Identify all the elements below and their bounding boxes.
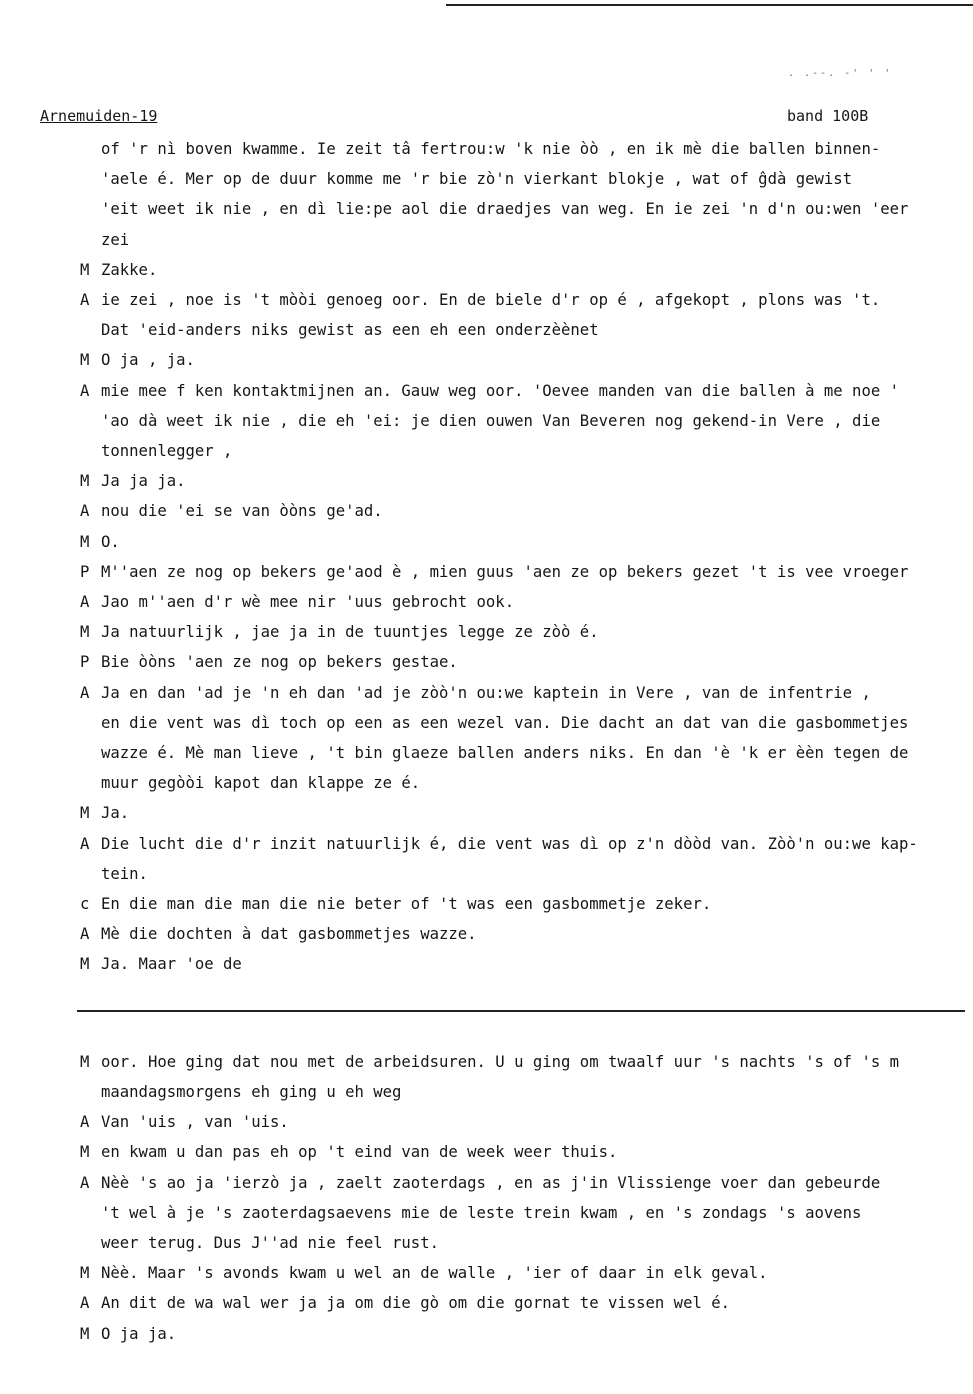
transcript-turn [80,617,973,647]
speaker-label: A [80,925,90,944]
speaker-label: M [80,351,90,370]
utterance-continuation: 'ao dà weet ik nie , die eh 'ei: je dien ouwen Van Beveren nog gekend-in Vere , die [101,411,881,430]
utterance-continuation: tein. [101,864,148,883]
utterance-line: en kwam u dan pas eh op 't eind van de week weer thuis. [101,1143,618,1162]
transcript-turn [80,255,973,285]
utterance-continuation: 'aele é. Mer op de duur komme me 'r bie zò'n vierkant blokje , wat of ĝdà gewist [101,170,853,189]
speaker-label: A [80,834,90,853]
speaker-label: M [80,1324,90,1343]
speaker-label: c [80,895,90,914]
transcript-turn [80,466,973,496]
speaker-label: M [80,472,90,491]
top-rule [446,4,973,6]
utterance-line: Van 'uis , van 'uis. [101,1113,289,1132]
section-divider [77,1010,965,1012]
speaker-label: A [80,683,90,702]
utterance-continuation: en die vent was dì toch op een as een wezel van. Die dacht an dat van die gasbommetjes [101,713,909,732]
transcript-turn [80,798,973,828]
utterance-line: O ja , ja. [101,351,195,370]
utterance-line: An dit de wa wal wer ja ja om die gò om die gornat te vissen wel é. [101,1294,731,1313]
speaker-label: A [80,291,90,310]
transcript-turn [80,1047,973,1077]
speaker-label: M [80,1052,90,1071]
utterance-line: Jao m''aen d'r wè mee nir 'uus gebrocht ook. [101,593,515,612]
utterance-line: Ja natuurlijk , jae ja in de tuuntjes legge ze zòò é. [101,623,599,642]
transcript-turn [80,1288,973,1318]
utterance-line: M''aen ze nog op bekers ge'aod è , mien guus 'aen ze op bekers gezet 't is vee vroeger [101,562,909,581]
utterance-line: nou die 'ei se van òòns ge'ad. [101,502,383,521]
transcript-turn [80,889,973,919]
transcript-section-1 [80,134,973,980]
transcript-section-2 [80,1047,973,1349]
utterance-continuation: maandagsmorgens eh ging u eh weg [101,1082,402,1101]
transcript-turn [80,1137,973,1167]
utterance-line: O ja ja. [101,1324,177,1343]
utterance-continuation: tonnenlegger , [101,442,233,461]
utterance-line: ie zei , noe is 't mòòi genoeg oor. En de biele d'r op é , afgekopt , plons was 't. [101,291,881,310]
utterance-continuation: wazze é. Mè man lieve , 't bin glaeze ballen anders niks. En dan 'è 'k er èèn tegen de [101,744,909,763]
speaker-label: M [80,1264,90,1283]
speaker-label: M [80,804,90,823]
transcript-turn [80,949,973,979]
utterance-line: Ja. Maar 'oe de [101,955,242,974]
speaker-label: A [80,1173,90,1192]
scan-specks: . .--. -' ' ' [788,68,893,79]
utterance-line: Ja ja ja. [101,472,186,491]
transcript-turn [80,647,973,677]
speaker-label: M [80,260,90,279]
utterance-continuation: 'eit weet ik nie , en dì lie:pe aol die draedjes van weg. En ie zei 'n d'n ou:wen 'eer [101,200,909,219]
transcript-turn [80,496,973,526]
utterance-continuation: of 'r nì boven kwamme. Ie zeit tâ fertrou:w 'k nie òò , en ik mè die ballen binnen- [101,140,881,158]
speaker-label: M [80,623,90,642]
transcript-turn [80,376,973,406]
speaker-label: P [80,653,90,672]
utterance-line: O. [101,532,120,551]
speaker-label: A [80,1294,90,1313]
transcript-page [80,134,973,1349]
utterance-line: Nèè 's ao ja 'ierzò ja , zaelt zaoterdags , en as j'in Vlissienge voer dan gebeurde [101,1173,881,1192]
utterance-line: Zakke. [101,260,158,279]
speaker-label: M [80,955,90,974]
transcript-turn [80,557,973,587]
utterance-line: mie mee f ken kontaktmijnen an. Gauw weg oor. 'Oevee manden van die ballen à me noe ' [101,381,899,400]
transcript-turn [80,1258,973,1288]
utterance-line: En die man die man die nie beter of 't was een gasbommetje zeker. [101,895,712,914]
utterance-continuation: 't wel à je 's zaoterdagsaevens mie de leste trein kwam , en 's zondags 's aovens [101,1203,862,1222]
tape-band-label: band 100B [787,107,869,125]
utterance-line: Bie òòns 'aen ze nog op bekers gestae. [101,653,458,672]
speaker-label: A [80,1113,90,1132]
utterance-continuation: muur gegòòi kapot dan klappe ze é. [101,774,421,793]
transcript-turn [80,678,973,708]
utterance-continuation: zei [101,230,130,249]
utterance-line: Mè die dochten à dat gasbommetjes wazze. [101,925,477,944]
transcript-turn [80,345,973,375]
utterance-line: Ja en dan 'ad je 'n eh dan 'ad je zòò'n ou:we kaptein in Vere , van de infentrie , [101,683,871,702]
transcript-turn [80,1319,973,1349]
speaker-label: A [80,502,90,521]
speaker-label: M [80,532,90,551]
transcript-turn [80,919,973,949]
transcript-turn [80,285,973,315]
speaker-label: M [80,1143,90,1162]
utterance-line: Die lucht die d'r inzit natuurlijk é, die vent was dì op z'n dòòd van. Zòò'n ou:we kap- [101,834,918,853]
speaker-label: A [80,381,90,400]
utterance-continuation: weer terug. Dus J''ad nie feel rust. [101,1233,439,1252]
utterance-line: oor. Hoe ging dat nou met de arbeidsuren. U u ging om twaalf uur 's nachts 's of 's m [101,1052,899,1071]
transcript-turn [80,527,973,557]
utterance-line: Nèè. Maar 's avonds kwam u wel an de walle , 'ier of daar in elk geval. [101,1264,768,1283]
utterance-continuation: Dat 'eid-anders niks gewist as een eh een onderzèènet [101,321,599,340]
transcript-turn [80,1107,973,1137]
transcript-turn [80,1168,973,1198]
transcript-turn [80,829,973,859]
speaker-label: P [80,562,90,581]
document-title: Arnemuiden-19 [40,107,158,125]
utterance-line: Ja. [101,804,130,823]
speaker-label: A [80,593,90,612]
transcript-turn [80,587,973,617]
